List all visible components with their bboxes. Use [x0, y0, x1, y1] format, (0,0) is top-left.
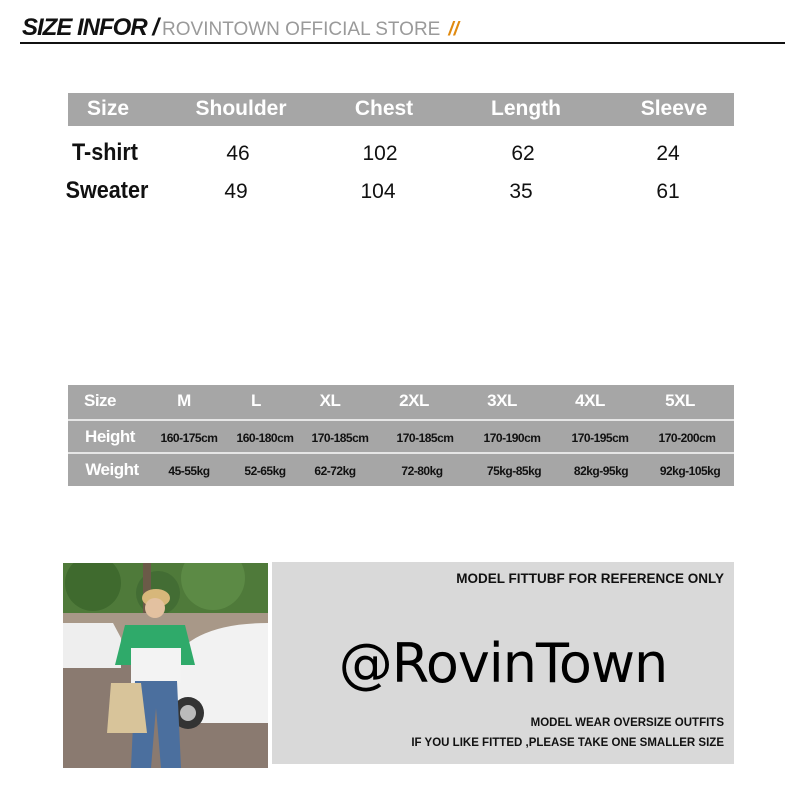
table-row — [0, 139, 800, 169]
col-header: Shoulder — [195, 97, 287, 120]
store-name: ROVINTOWN OFFICIAL STORE — [162, 19, 441, 40]
cell: 160-175cm — [160, 431, 218, 445]
reference-note: MODEL FITTUBF FOR REFERENCE ONLY — [456, 571, 724, 586]
accent-mark: // — [448, 19, 459, 40]
cell: 52-65kg — [244, 464, 286, 478]
row-label: Sweater — [65, 177, 149, 204]
sizing-advice: IF YOU LIKE FITTED ,PLEASE TAKE ONE SMALLER SIZE — [411, 737, 724, 749]
row-label: Height — [85, 427, 135, 446]
cell: 92kg-105kg — [659, 464, 721, 478]
col-header: M — [177, 391, 191, 410]
col-header: Sleeve — [640, 97, 708, 120]
cell: 170-185cm — [311, 431, 369, 445]
cell: 170-195cm — [571, 431, 629, 445]
header-divider — [20, 42, 785, 44]
garment-table-header — [68, 93, 734, 126]
oversize-note: MODEL WEAR OVERSIZE OUTFITS — [530, 717, 724, 729]
table-row — [68, 419, 734, 451]
cell: 46 — [226, 142, 250, 165]
cell: 102 — [362, 142, 398, 165]
header-title: SIZE INFOR / — [22, 14, 159, 41]
row-label: Weight — [85, 460, 139, 479]
cell: 62 — [511, 142, 535, 165]
cell: 45-55kg — [168, 464, 210, 478]
cell: 75kg-85kg — [486, 464, 542, 478]
cell: 170-200cm — [658, 431, 716, 445]
model-photo — [63, 563, 268, 768]
fit-note-panel — [272, 562, 734, 764]
fit-table — [68, 385, 734, 486]
page-header — [22, 14, 459, 42]
col-header: Length — [491, 97, 561, 120]
cell: 170-190cm — [483, 431, 541, 445]
col-header: Size — [83, 391, 117, 410]
cell: 160-180cm — [236, 431, 294, 445]
col-header: 2XL — [399, 391, 429, 410]
col-header: 4XL — [575, 391, 605, 410]
col-header: 5XL — [665, 391, 695, 410]
col-header: L — [251, 391, 261, 410]
cell: 24 — [656, 142, 680, 165]
col-header: Chest — [354, 97, 414, 120]
brand-handle: @RovinTown — [338, 632, 668, 695]
col-header: Size — [86, 97, 130, 120]
row-label: T-shirt — [71, 139, 139, 166]
table-row — [68, 452, 734, 484]
cell: 61 — [656, 180, 680, 203]
col-header: 3XL — [487, 391, 517, 410]
cell: 170-185cm — [396, 431, 454, 445]
cell: 35 — [509, 180, 533, 203]
cell: 104 — [360, 180, 396, 203]
cell: 82kg-95kg — [573, 464, 629, 478]
fit-table-header — [68, 385, 734, 417]
cell: 72-80kg — [401, 464, 443, 478]
cell: 49 — [224, 180, 248, 203]
cell: 62-72kg — [314, 464, 356, 478]
col-header: XL — [319, 391, 341, 410]
table-row — [0, 177, 800, 207]
